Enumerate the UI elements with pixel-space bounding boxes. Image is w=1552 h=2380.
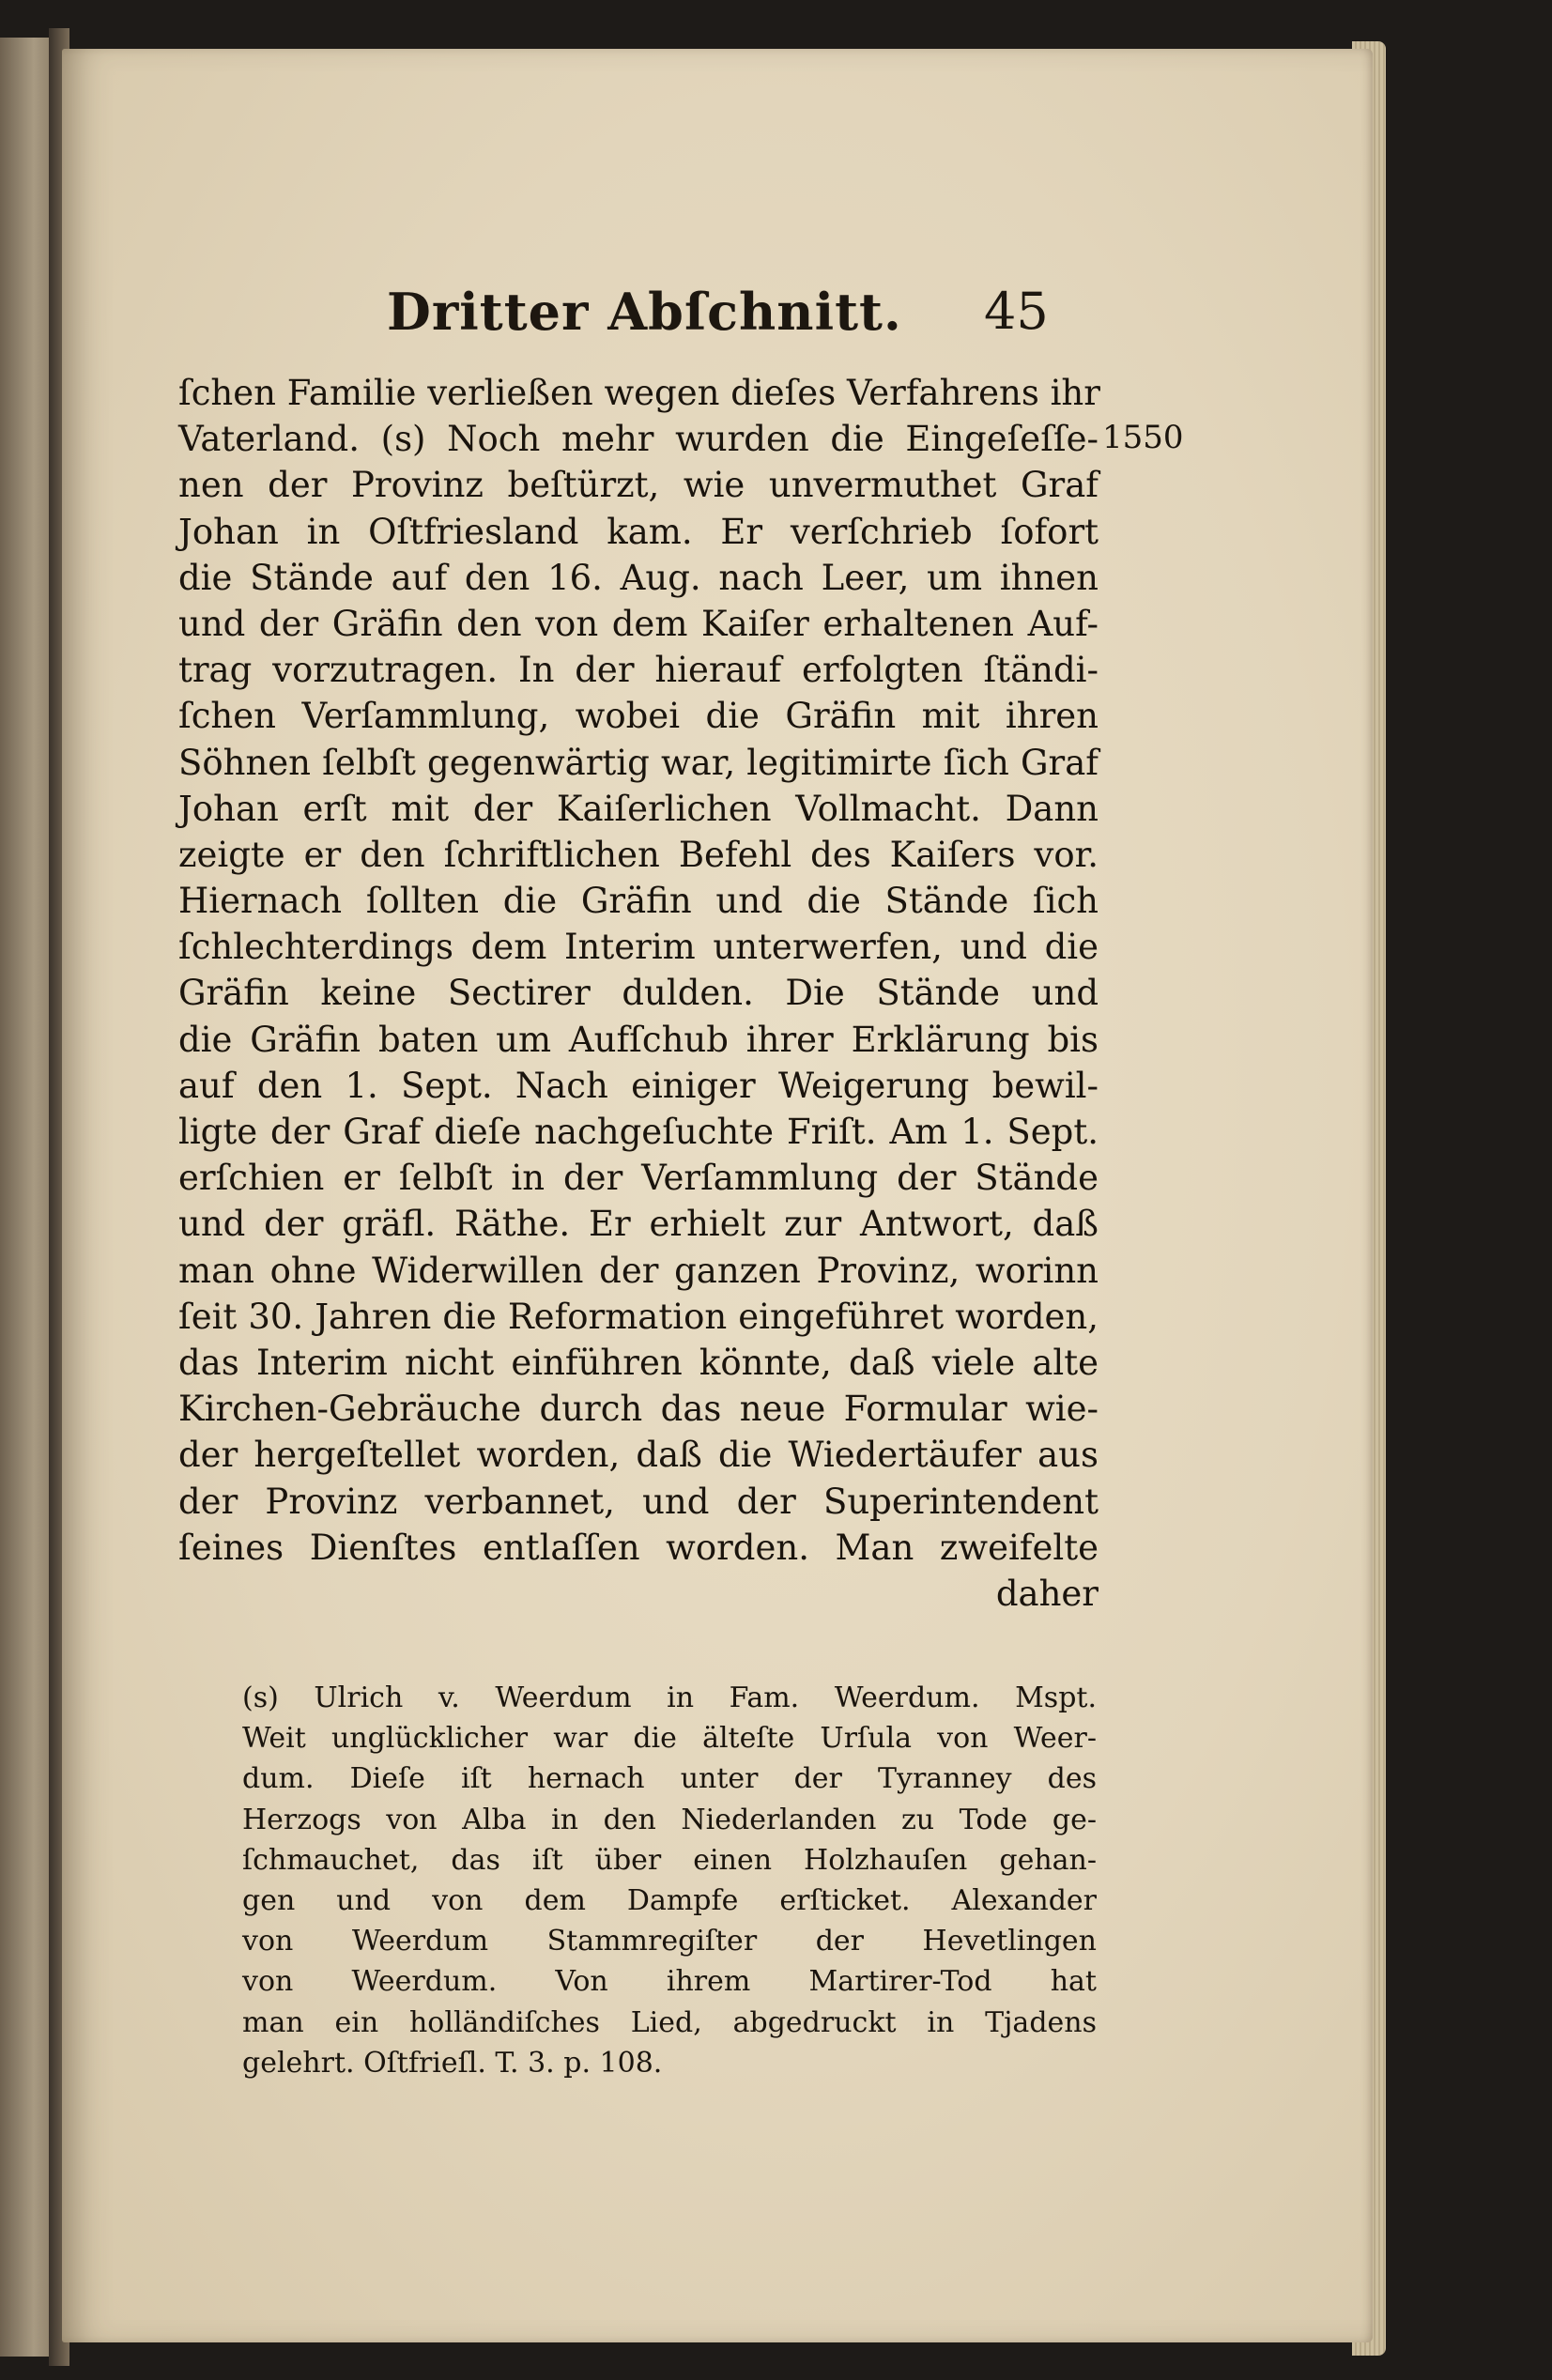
- footnote-line: Weit unglücklicher war die älteſte Urſula von Weer-: [242, 1722, 1097, 1756]
- text-line: zeigte er den ſchriftlichen Befehl des Kaiſers vor.: [178, 834, 1099, 875]
- footnote-line: von Weerdum Stammregiſter der Hevetlingen: [242, 1925, 1097, 1958]
- text-line: Johan erſt mit der Kaiſerlichen Vollmacht. Dann: [178, 788, 1099, 829]
- text-line: und der gräfl. Räthe. Er erhielt zur Antwort, daß: [178, 1204, 1099, 1245]
- footnote-line: gelehrt. Oſtfrieſl. T. 3. p. 108.: [242, 2046, 663, 2080]
- text-line: Kirchen-Gebräuche durch das neue Formular wie-: [178, 1389, 1099, 1430]
- text-line: der hergeſtellet worden, daß die Wiedertäufer aus: [178, 1435, 1099, 1476]
- text-line: Gräfin keine Sectirer dulden. Die Stände und: [178, 973, 1099, 1014]
- text-line: auf den 1. Sept. Nach einiger Weigerung bewil-: [178, 1065, 1099, 1106]
- text-line: der Provinz verbannet, und der Superintendent: [178, 1481, 1099, 1522]
- footnote-block: [242, 1678, 1097, 2083]
- page-number: 45: [984, 282, 1049, 341]
- text-line: nen der Provinz beſtürzt, wie unvermuthet Graf: [178, 465, 1099, 506]
- footnote-line: man ein holländiſches Lied, abgedruckt in Tjadens: [242, 2005, 1097, 2039]
- footnote-line: Herzogs von Alba in den Niederlanden zu Tode ge-: [242, 1803, 1097, 1836]
- facing-page-edge: [0, 38, 56, 2357]
- text-line: ſchen Verſammlung, wobei die Gräfin mit ihren: [178, 696, 1099, 737]
- text-line: ſchlechterdings dem Interim unterwerfen, und die: [178, 927, 1099, 968]
- text-line: Hiernach ſollten die Gräfin und die Stände ſich: [178, 881, 1099, 922]
- text-line: Vaterland. (s) Noch mehr wurden die Eingeſeſſe-: [178, 419, 1099, 460]
- text-line: erſchien er ſelbſt in der Verſammlung der Stände: [178, 1158, 1099, 1199]
- text-line: das Interim nicht einführen könnte, daß viele alte: [178, 1342, 1099, 1383]
- catchword: daher: [995, 1573, 1099, 1614]
- text-line: die Stände auf den 16. Aug. nach Leer, um ihnen: [178, 557, 1099, 598]
- text-line: ſeines Dienſtes entlaſſen worden. Man zweifelte: [178, 1527, 1099, 1568]
- book-page: [62, 49, 1373, 2342]
- text-line: ſeit 30. Jahren die Reformation eingeführet worden,: [178, 1296, 1099, 1337]
- text-line: ſchen Familie verließen wegen dieſes Verfahrens ihr: [178, 373, 1100, 413]
- text-line: Johan in Oſtfriesland kam. Er verſchrieb ſofort: [178, 511, 1099, 552]
- footnote-line: dum. Dieſe iſt hernach unter der Tyranney des: [242, 1762, 1097, 1796]
- footnote-line: von Weerdum. Von ihrem Martirer-Tod hat: [242, 1965, 1097, 1999]
- text-line: Söhnen ſelbſt gegenwärtig war, legitimirte ſich Graf: [178, 742, 1099, 783]
- text-line: die Gräfin baten um Aufſchub ihrer Erklärung bis: [178, 1019, 1099, 1060]
- footnote-line: ſchmauchet, das iſt über einen Holzhauſen gehan-: [242, 1843, 1097, 1877]
- text-line: man ohne Widerwillen der ganzen Provinz, worinn: [178, 1250, 1099, 1291]
- main-text: [178, 370, 1099, 1617]
- margin-year-note: 1550: [1102, 419, 1184, 456]
- text-line: und der Gräfin den von dem Kaiſer erhaltenen Auf-: [178, 603, 1099, 644]
- running-head: Dritter Abſchnitt.: [387, 282, 902, 342]
- footnote-line: gen und von dem Dampfe erſticket. Alexander: [242, 1883, 1097, 1917]
- footnote-line: (s) Ulrich v. Weerdum in Fam. Weerdum. Mspt.: [242, 1681, 1097, 1714]
- text-line: ligte der Graf dieſe nachgeſuchte Friſt. Am 1. Sept.: [178, 1112, 1099, 1152]
- text-line: trag vorzutragen. In der hierauf erfolgten ſtändi-: [178, 650, 1099, 691]
